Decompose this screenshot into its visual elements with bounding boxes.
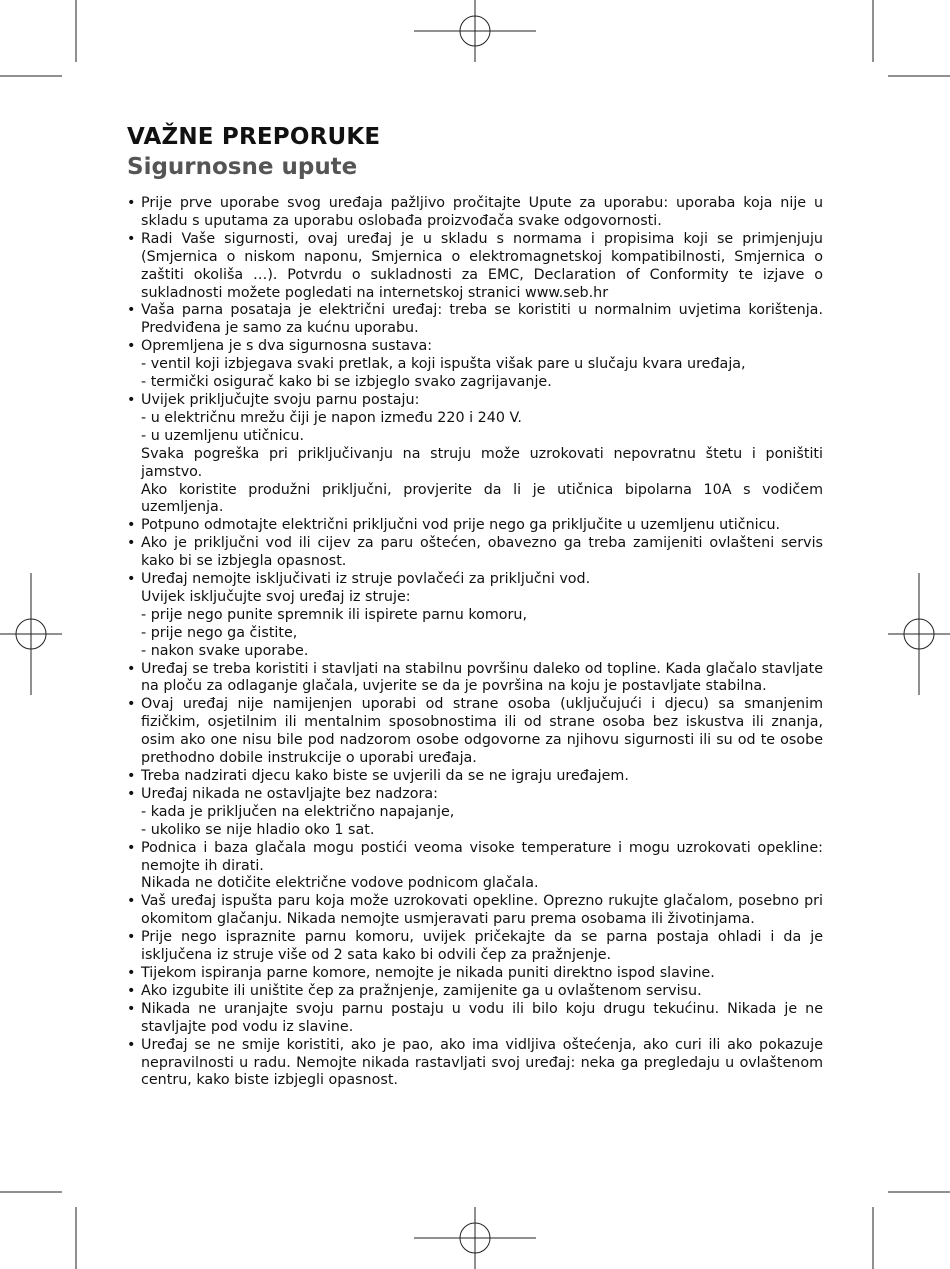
list-item (127, 661, 823, 697)
item-text: • Treba nadzirati djecu kako biste se uvjerili da se ne igraju uređajem. (141, 768, 629, 784)
item-text: • Tijekom ispiranja parne komore, nemojte je nikada puniti direktno ispod slavine. (141, 964, 715, 981)
item-subline: Svaka pogreška pri priključivanju na struju može uzrokovati nepovratnu štetu i poništiti jamstvo. (141, 445, 823, 480)
list-item (127, 786, 823, 840)
item-subline: Ako koristite produžni priključni, provjerite da li je utičnica bipolarna 10A s vodičem uzemljenja. (141, 481, 823, 516)
item-text: • Uređaj se treba koristiti i stavljati na stabilnu površinu daleko od topline. Kada glačalo stavljate na ploču za odlaganje glačala, uvjerite se da je površina na koju je postavljate stabilna. (141, 660, 823, 695)
list-item (127, 893, 823, 929)
item-text: • Uređaj nikada ne ostavljajte bez nadzora: (141, 785, 438, 802)
item-subline: - nakon svake uporabe. (141, 642, 309, 659)
item-text: • Opremljena je s dva sigurnosna sustava: (141, 338, 433, 355)
list-item (127, 983, 823, 1001)
item-text: • Uvijek priključujte svoju parnu postaju: (141, 391, 420, 408)
item-text: • Prije prve uporabe svog uređaja pažljivo pročitajte Upute za uporabu: uporaba koja nije u skladu s uputama za uporabu oslobađa proizvođača svake odgovornosti. (141, 195, 823, 229)
item-text: • Vaš uređaj ispušta paru koja može uzrokovati opekline. Oprezno rukujte glačalom, posebno pri okomitom glačanju. Nikada nemojte usmjeravati paru prema osobama ili životinjama. (141, 893, 823, 928)
item-text: • Ako je priključni vod ili cijev za paru oštećen, obavezno ga treba zamijeniti ovlašteni servis kako bi se izbjegla opasnost. (141, 535, 823, 570)
item-subline: - termički osigurač kako bi se izbjeglo svako zagrijavanje. (141, 374, 552, 391)
list-item (127, 195, 823, 231)
item-subline: - ventil koji izbjegava svaki pretlak, a koji ispušta višak pare u slučaju kvara uređaja, (141, 356, 746, 373)
list-item (127, 392, 823, 517)
item-subline: - prije nego punite spremnik ili ispirete parnu komoru, (141, 606, 527, 623)
list-item (127, 231, 823, 303)
safety-instructions-list (127, 195, 823, 1090)
list-item (127, 338, 823, 392)
page-subtitle: Sigurnosne upute (127, 154, 358, 180)
page-content (127, 122, 823, 1090)
item-text: • Prije nego ispraznite parnu komoru, uvijek pričekajte da se parna postaja ohladi i da je isključena iz struje više od 2 sata kako bi odvili čep za pražnjenje. (141, 929, 823, 964)
list-item (127, 840, 823, 894)
list-item (127, 571, 823, 661)
list-item (127, 517, 823, 535)
list-item (127, 929, 823, 965)
item-text: • Uređaj nemojte isključivati iz struje povlačeći za priključni vod. (141, 571, 591, 588)
item-text: • Uređaj se ne smije koristiti, ako je pao, ako ima vidljiva oštećenja, ako curi ili ako pokazuje nepravilnosti u radu. Nemojte nikada rastavljati svoj uređaj: neka ga pregledaju u ovlaštenom centru, kako biste izbjegli opasnost. (141, 1036, 823, 1089)
list-item (127, 696, 823, 768)
list-item (127, 965, 823, 983)
item-subline: Uvijek isključujte svoj uređaj iz struje: (141, 588, 411, 605)
item-text: • Radi Vaše sigurnosti, ovaj uređaj je u skladu s normama i propisima koji se primjenjuju (Smjernica o niskom naponu, Smjernica o elektromagnetskoj kompatibilnosti, Smjernica o zaštiti okoliša …). Potvrdu o sukladnosti za EMC, Declaration of Conformity te izjave o sukladnosti možete pogledati na internetskoj stranici www.seb.hr (141, 230, 823, 301)
item-subline: - u električnu mrežu čiji je napon između 220 i 240 V. (141, 409, 522, 426)
list-item (127, 1037, 823, 1091)
item-subline: - u uzemljenu utičnicu. (141, 427, 305, 444)
list-item (127, 768, 823, 786)
item-text: • Podnica i baza glačala mogu postići veoma visoke temperature i mogu uzrokovati opekline: nemojte ih dirati. (141, 839, 823, 874)
item-text: • Ako izgubite ili uništite čep za pražnjenje, zamijenite ga u ovlaštenom servisu. (141, 982, 702, 999)
list-item (127, 1001, 823, 1037)
item-text: • Ovaj uređaj nije namijenjen uporabi od strane osoba (uključujući i djecu) sa smanjenim fizičkim, osjetilnim ili mentalnim sposobnostima ili od strane osoba bez iskustva ili znanja, osim ako one nisu bile pod nadzorom osobe odgovorne za njihovu sigurnosti ili su od te osobe prethodno dobile instrukcije o uporabi uređaja. (141, 696, 823, 767)
item-subline: Nikada ne dotičite električne vodove podnicom glačala. (141, 875, 539, 892)
item-subline: - kada je priključen na električno napajanje, (141, 803, 455, 820)
list-item (127, 302, 823, 338)
item-text: • Potpuno odmotajte električni priključni vod prije nego ga priključite u uzemljenu utičnicu. (141, 517, 781, 534)
page-title: VAŽNE PREPORUKE (127, 124, 381, 150)
list-item (127, 535, 823, 571)
item-subline: - prije nego ga čistite, (141, 624, 298, 641)
item-subline: - ukoliko se nije hladio oko 1 sat. (141, 821, 375, 838)
item-text: • Vaša parna posataja je električni uređaj: treba se koristiti u normalnim uvjetima korištenja. Predviđena je samo za kućnu uporabu. (141, 302, 823, 337)
item-text: • Nikada ne uranjajte svoju parnu postaju u vodu ili bilo koju drugu tekućinu. Nikada je ne stavljajte pod vodu iz slavine. (141, 1000, 823, 1035)
